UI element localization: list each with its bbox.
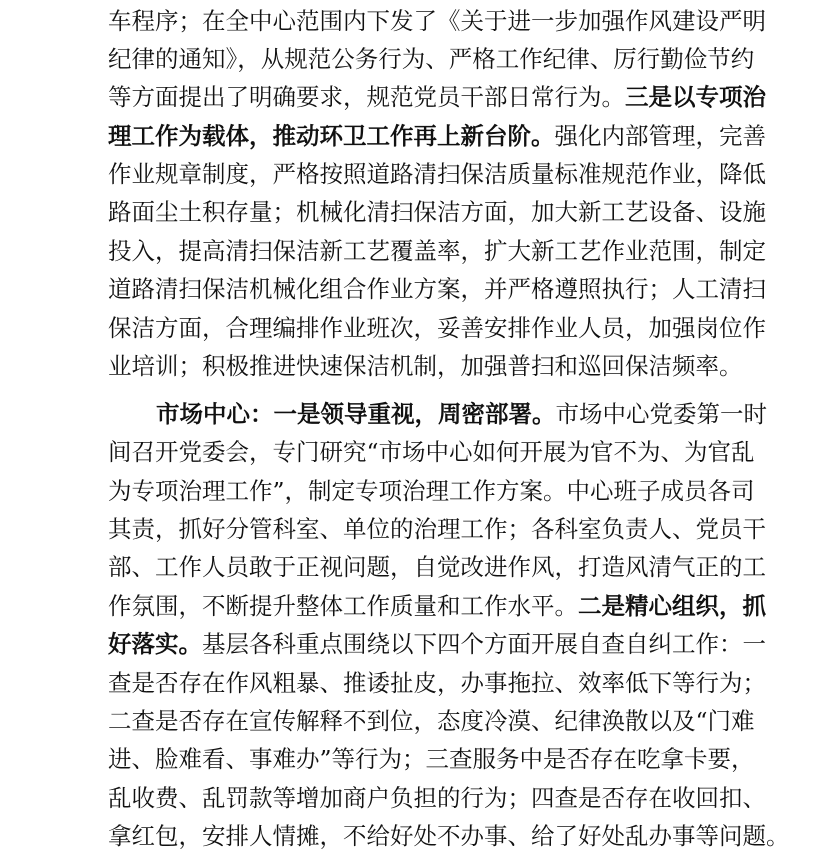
bold-heading-run: 市场中心：一是领导重视，周密部署。	[156, 400, 556, 428]
text-line: 为专项治理工作”，制定专项治理工作方案。中心班子成员各司	[108, 477, 755, 505]
text-line	[156, 397, 767, 431]
text-line	[108, 119, 766, 153]
text-run: 等方面提出了明确要求，规范党员干部日常行为。	[108, 83, 625, 111]
text-line: 间召开党委会，专门研究“市场中心如何开展为官不为、为官乱	[108, 438, 755, 466]
bold-heading-run: 理工作为载体，推动环卫工作再上新台阶。	[108, 122, 555, 150]
text-line	[108, 589, 766, 623]
text-run: 强化内部管理，完善	[554, 122, 766, 150]
text-line: 车程序；在全中心范围内下发了《关于进一步加强作风建设严明	[108, 7, 766, 35]
text-line: 路面尘土积存量；机械化清扫保洁方面，加大新工艺设备、设施	[108, 198, 766, 226]
text-line: 业培训；积极推进快速保洁机制，加强普扫和巡回保洁频率。	[108, 352, 743, 380]
text-line: 道路清扫保洁机械化组合作业方案，并严格遵照执行；人工清扫	[108, 275, 766, 303]
text-line: 二查是否存在宣传解释不到位，态度冷漠、纪律涣散以及“门难	[108, 707, 755, 735]
text-line	[108, 627, 766, 661]
text-line: 纪律的通知》，从规范公务行为、严格工作纪律、厉行勤俭节约	[108, 45, 755, 73]
text-run: 基层各科重点围绕以下四个方面开展自查自纠工作：一	[202, 630, 766, 658]
text-run: 作氛围，不断提升整体工作质量和工作水平。	[108, 592, 578, 620]
text-line: 作业规章制度，严格按照道路清扫保洁质量标准规范作业，降低	[108, 160, 766, 188]
text-line: 部、工作人员敢于正视问题，自觉改进作风，打造风清气正的工	[108, 553, 766, 581]
text-line: 乱收费、乱罚款等增加商户负担的行为；四查是否存在收回扣、	[108, 784, 766, 812]
text-line: 投入，提高清扫保洁新工艺覆盖率，扩大新工艺作业范围，制定	[108, 237, 766, 265]
text-line: 其责，抓好分管科室、单位的治理工作；各科室负责人、党员干	[108, 515, 766, 543]
bold-heading-run: 二是精心组织，抓	[578, 592, 766, 620]
text-line: 拿红包，安排人情摊，不给好处不办事、给了好处乱办事等问题。	[108, 822, 790, 850]
bold-heading-run: 三是以专项治	[625, 83, 766, 111]
bold-heading-run: 好落实。	[108, 630, 202, 658]
text-line: 保洁方面，合理编排作业班次，妥善安排作业人员，加强岗位作	[108, 314, 766, 342]
text-line	[108, 80, 766, 114]
text-line: 进、脸难看、事难办”等行为；三查服务中是否存在吃拿卡要，	[108, 745, 755, 773]
text-line: 查是否存在作风粗暴、推诿扯皮，办事拖拉、效率低下等行为；	[108, 669, 766, 697]
text-run: 市场中心党委第一时	[555, 400, 767, 428]
